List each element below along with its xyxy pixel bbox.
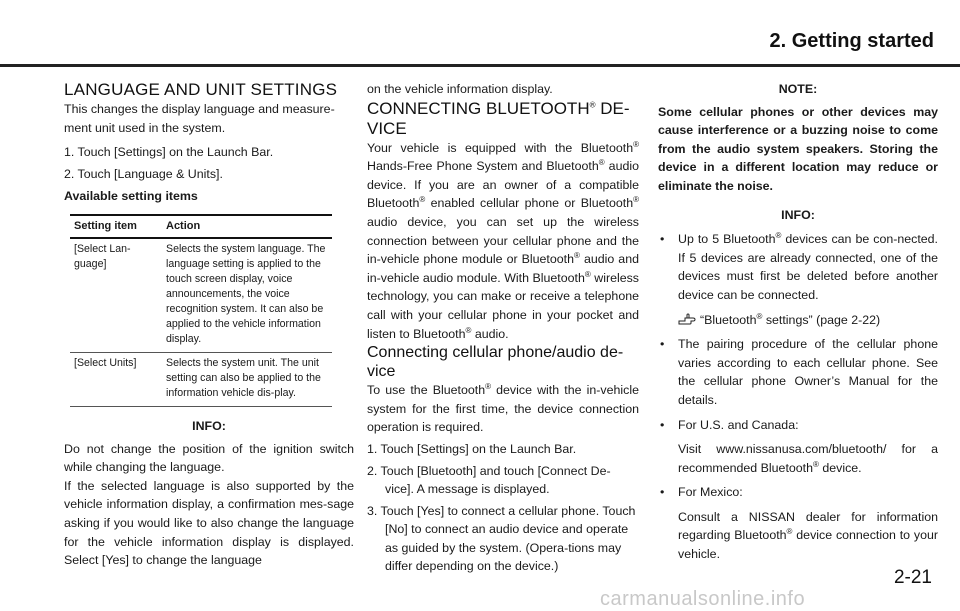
info-paragraph-1: Do not change the position of the ignition switch while changing the language. (64, 441, 354, 475)
connecting-intro: To use the Bluetooth® device with the in-vehicle system for the first time, the device connection operation is required. (367, 382, 639, 435)
table-row (70, 352, 332, 406)
continuation-text: on the vehicle information display. (367, 82, 553, 96)
info-label-right: INFO: (781, 207, 815, 222)
table-row (70, 238, 332, 353)
language-step-1: 1. Touch [Settings] on the Launch Bar. (64, 145, 274, 160)
list-item: • The pairing procedure of the cellular phone varies according to each cellular phone. See the cellular phone Owner’s Manual for the details. (658, 335, 938, 409)
list-item: • For U.S. and Canada: (658, 416, 938, 435)
connect-step-2: 2. Touch [Bluetooth] and touch [Connect De-vice]. A message is displayed. (367, 463, 611, 497)
settings-table (70, 214, 332, 407)
page-header-title: 2. Getting started (769, 30, 934, 52)
section-heading-bluetooth: CONNECTING BLUETOOTH® DE-VICE (367, 98, 630, 138)
note-label: NOTE: (778, 82, 818, 96)
table-header-action: Action (162, 215, 332, 238)
list-item-detail: Consult a NISSAN dealer for information regarding Bluetooth® device connection to your vehicle. (678, 509, 938, 562)
list-item-detail: Visit www.nissanusa.com/bluetooth/ for a recommended Bluetooth® device. (678, 442, 938, 475)
connect-step-1: 1. Touch [Settings] on the Launch Bar. (367, 441, 577, 456)
table-cell-action: Selects the system unit. The unit setting can also be applied to the information vehicle dis-play. (162, 352, 332, 406)
table-header-item: Setting item (70, 215, 162, 238)
cross-reference: “Bluetooth® settings” (page 2-22) (658, 311, 938, 330)
info-label: INFO: (192, 418, 226, 433)
right-column (658, 80, 938, 566)
middle-column (367, 80, 639, 579)
bluetooth-intro: Your vehicle is equipped with the Bluetooth® Hands-Free Phone System and Bluetooth® audio device. If you are an owner of a compatible Bluetooth® enabled cellular phone or Bluetooth® audio device, you can set up the wireless connection between your cellular phone and the in-vehicle phone module or Bluetooth® audio and in-vehicle audio module. With Bluetooth® wireless technology, you can make or receive a telephone call with your cellular phone in your pocket and listen to Bluetooth® audio. (367, 139, 639, 341)
table-cell-item: [Select Lan-guage] (70, 238, 162, 353)
watermark: carmanualsonline.info (600, 588, 806, 610)
list-item: • Up to 5 Bluetooth® devices can be con-nected. If 5 devices are already connected, one of the devices must first be deleted before another device can be connected. (658, 230, 938, 304)
reference-hand-icon (678, 313, 696, 325)
page-number: 2-21 (893, 567, 932, 588)
table-cell-item: [Select Units] (70, 352, 162, 406)
table-cell-action: Selects the system language. The language setting is applied to the touch screen display, voice announcements, the voice recognition system. It can also be applied to the vehicle information display. (162, 238, 332, 353)
info-paragraph-2: If the selected language is also supported by the vehicle information display, a confirmation mes-sage asking if you would like to also change the language for the vehicle information display is displayed. Select [Yes] to change the language (64, 478, 354, 568)
note-text: Some cellular phones or other devices may cause interference or a buzzing noise to come from the audio system speakers. Storing the device in a different location may reduce or eliminate the noise. (658, 104, 938, 193)
language-step-2: 2. Touch [Language & Units]. (64, 166, 223, 181)
available-items-heading: Available setting items (64, 189, 198, 204)
left-column (64, 80, 354, 570)
subheading-connecting: Connecting cellular phone/audio de-vice (367, 344, 624, 381)
language-intro: This changes the display language and measure-ment unit used in the system. (64, 102, 335, 135)
list-item: • For Mexico: (658, 483, 938, 502)
connect-step-3: 3. Touch [Yes] to connect a cellular phone. Touch [No] to connect an audio device and operate as guided by the system. (Opera-tions may differ depending on the device.) (367, 503, 636, 574)
section-heading-language: LANGUAGE AND UNIT SETTINGS (64, 80, 338, 99)
header-divider (0, 64, 960, 67)
